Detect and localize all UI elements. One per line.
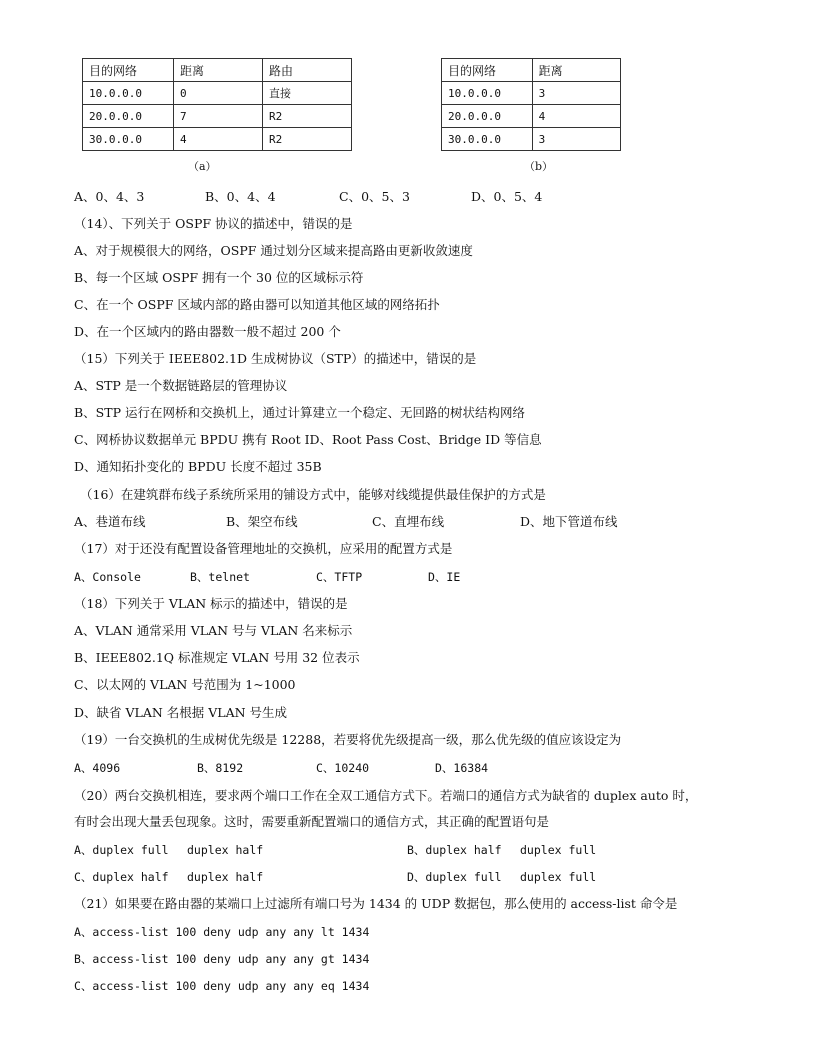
option-c: C、duplex half duplex half (74, 870, 264, 884)
table-cell: 10.0.0.0 (83, 82, 174, 105)
option-a: A、duplex full duplex half (74, 843, 264, 857)
table-row (442, 128, 621, 151)
table-cell: 4 (174, 128, 263, 151)
question-stem-cont: 有时会出现大量丢包现象。这时，需要重新配置端口的通信方式，其正确的配置语句是 (74, 814, 550, 829)
option-d: D、duplex full duplex full (407, 870, 597, 884)
table-cell: 20.0.0.0 (83, 105, 174, 128)
option-b: B、IEEE802.1Q 标准规定 VLAN 号用 32 位表示 (74, 650, 360, 665)
table-row (83, 82, 352, 105)
q19-options (74, 760, 488, 776)
option-d: D、地下管道布线 (520, 514, 618, 529)
option-b: B、STP 运行在网桥和交换机上，通过计算建立一个稳定、无回路的树状结构网络 (74, 405, 525, 420)
table-row (83, 128, 352, 151)
table-header-row (83, 59, 352, 82)
option-d: D、在一个区域内的路由器数一般不超过 200 个 (74, 324, 341, 339)
table-cell: R2 (263, 128, 352, 151)
question-stem: （16）在建筑群布线子系统所采用的铺设方式中，能够对线缆提供最佳保护的方式是 (80, 487, 546, 502)
table-cell: 30.0.0.0 (83, 128, 174, 151)
table-cell: 7 (174, 105, 263, 128)
question-stem: （19）一台交换机的生成树优先级是 12288，若要将优先级提高一级，那么优先级的值应该设定为 (74, 732, 622, 747)
table-b-caption: （b） (524, 160, 554, 173)
q20-options-row2 (74, 869, 596, 885)
q17-options (74, 569, 460, 585)
option-b: B、duplex half duplex full (407, 843, 597, 857)
question-stem: （14）、下列关于 OSPF 协议的描述中，错误的是 (74, 216, 353, 231)
routing-table-a (82, 58, 352, 151)
option-c: C、在一个 OSPF 区域内部的路由器可以知道其他区域的网络拓扑 (74, 297, 440, 312)
question-stem: （21）如果要在路由器的某端口上过滤所有端口号为 1434 的 UDP 数据包，那么使用的 access-list 命令是 (74, 896, 678, 911)
option-a: A、STP 是一个数据链路层的管理协议 (74, 378, 288, 393)
table-header: 目的网络 (83, 59, 174, 82)
option-d: D、0、5、4 (471, 189, 543, 204)
option-b: B、每一个区域 OSPF 拥有一个 30 位的区域标示符 (74, 270, 364, 285)
option-a: A、VLAN 通常采用 VLAN 号与 VLAN 名来标示 (74, 623, 353, 638)
routing-tables (0, 58, 816, 176)
option-c: C、TFTP (316, 570, 363, 584)
q20-options-row1 (74, 842, 596, 858)
table-row (442, 105, 621, 128)
question-stem: （15）下列关于 IEEE802.1D 生成树协议（STP）的描述中，错误的是 (74, 351, 477, 366)
option-c: C、0、5、3 (339, 189, 410, 204)
option-c: C、网桥协议数据单元 BPDU 携有 Root ID、Root Pass Cost、Bridge ID 等信息 (74, 432, 542, 447)
table-cell: R2 (263, 105, 352, 128)
table-header: 路由 (263, 59, 352, 82)
option-b: B、access-list 100 deny udp any any gt 1434 (74, 952, 370, 966)
table-cell: 20.0.0.0 (442, 105, 533, 128)
option-b: B、架空布线 (226, 514, 298, 529)
option-a: A、0、4、3 (74, 189, 145, 204)
table-header: 距离 (174, 59, 263, 82)
option-d: D、IE (428, 570, 461, 584)
table-cell: 4 (532, 105, 620, 128)
table-a-caption: （a） (188, 160, 217, 173)
table-header-row (442, 59, 621, 82)
option-b: B、telnet (190, 570, 250, 584)
question-stem: （17）对于还没有配置设备管理地址的交换机，应采用的配置方式是 (74, 541, 453, 556)
option-a: A、Console (74, 570, 141, 584)
option-b: B、0、4、4 (205, 189, 276, 204)
option-c: C、10240 (316, 761, 370, 775)
option-d: D、缺省 VLAN 名根据 VLAN 号生成 (74, 705, 288, 720)
q16-options (74, 514, 618, 530)
option-a: A、巷道布线 (74, 514, 146, 529)
option-a: A、对于规模很大的网络，OSPF 通过划分区域来提高路由更新收敛速度 (74, 243, 473, 258)
table-cell: 10.0.0.0 (442, 82, 533, 105)
table-cell: 3 (532, 82, 620, 105)
question-stem: （18）下列关于 VLAN 标示的描述中，错误的是 (74, 596, 348, 611)
table-header: 距离 (532, 59, 620, 82)
table-cell: 0 (174, 82, 263, 105)
table-cell: 30.0.0.0 (442, 128, 533, 151)
option-b: B、8192 (197, 761, 244, 775)
question-stem: （20）两台交换机相连，要求两个端口工作在全双工通信方式下。若端口的通信方式为缺省的 duplex auto 时， (74, 788, 698, 803)
option-c: C、以太网的 VLAN 号范围为 1~1000 (74, 677, 296, 692)
table-cell: 直接 (263, 82, 352, 105)
table-header: 目的网络 (442, 59, 533, 82)
routing-table-b (441, 58, 621, 151)
table-row (83, 105, 352, 128)
option-d: D、16384 (435, 761, 489, 775)
option-c: C、直埋布线 (372, 514, 445, 529)
table-row (442, 82, 621, 105)
option-a: A、4096 (74, 761, 121, 775)
table-cell: 3 (532, 128, 620, 151)
option-c: C、access-list 100 deny udp any any eq 1434 (74, 979, 370, 993)
option-d: D、通知拓扑变化的 BPDU 长度不超过 35B (74, 459, 322, 474)
q13-options (74, 189, 542, 205)
option-a: A、access-list 100 deny udp any any lt 1434 (74, 925, 370, 939)
